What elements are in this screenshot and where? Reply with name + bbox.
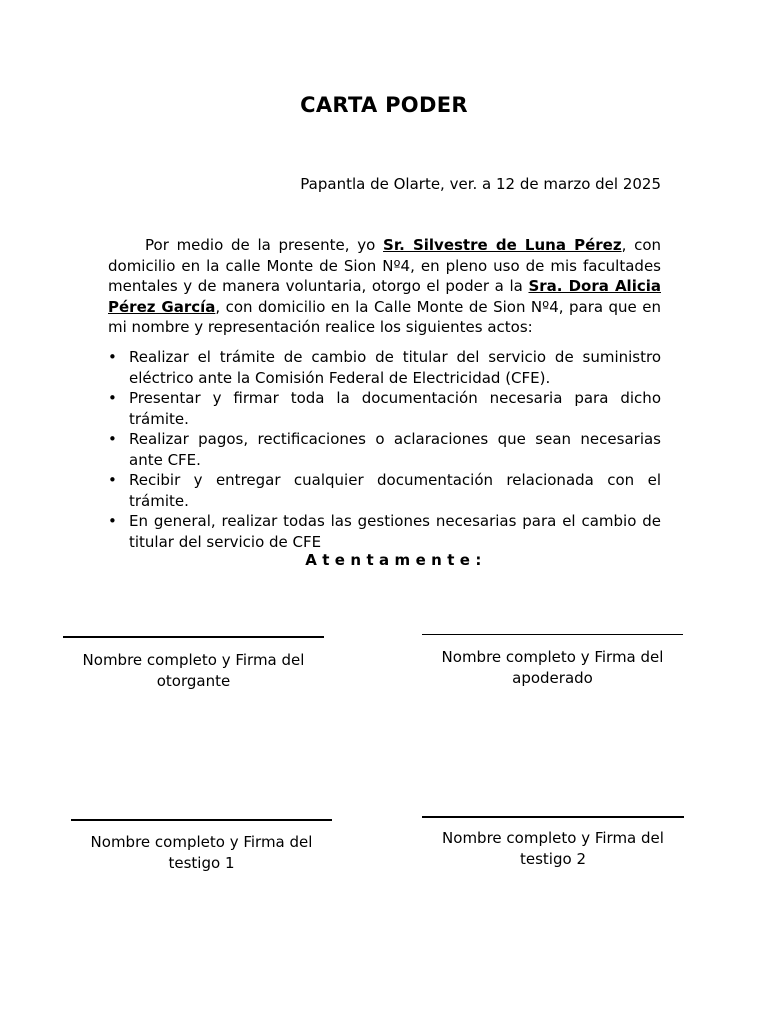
signature-label-witness2: Nombre completo y Firma del testigo 2: [442, 829, 664, 868]
document-title: CARTA PODER: [300, 93, 468, 117]
attorney-name: Sra. Dora Alicia Pérez García: [108, 277, 661, 316]
bullet-icon: •: [108, 471, 117, 489]
act-text: En general, realizar todas las gestiones necesarias para el cambio de titular del servicio de CFE: [129, 512, 661, 551]
signature-line-witness1: [71, 819, 332, 821]
list-item: [108, 511, 661, 552]
act-text: Presentar y firmar toda la documentación necesaria para dicho trámite.: [129, 389, 661, 428]
signature-line-attorney: [422, 634, 683, 635]
bullet-icon: •: [108, 348, 117, 366]
bullet-icon: •: [108, 389, 117, 407]
list-item: [108, 429, 661, 470]
body-paragraph: [108, 235, 661, 338]
bullet-icon: •: [108, 430, 117, 448]
act-text: Recibir y entregar cualquier documentación relacionada con el trámite.: [129, 471, 661, 510]
list-item: [108, 388, 661, 429]
list-item: [108, 347, 661, 388]
bullet-icon: •: [108, 512, 117, 530]
intro-text-middle: , con domicilio en la calle Monte de Sion Nº4, en pleno uso de mis facultades mentales y de manera voluntaria, otorgo el poder a la: [108, 236, 662, 295]
signature-label-grantor: Nombre completo y Firma del otorgante: [82, 651, 305, 690]
grantor-name: Sr. Silvestre de Luna Pérez: [383, 236, 622, 254]
list-item: [108, 470, 661, 511]
act-text: Realizar pagos, rectificaciones o aclaraciones que sean necesarias ante CFE.: [129, 430, 661, 469]
place-and-date: Papantla de Olarte, ver. a 12 de marzo del 2025: [300, 175, 661, 193]
closing-salutation: Atentamente:: [305, 551, 487, 569]
acts-list: [108, 347, 661, 552]
intro-text-before: Por medio de la presente, yo: [145, 236, 384, 254]
signature-label-witness1: Nombre completo y Firma del testigo 1: [90, 833, 313, 872]
act-text: Realizar el trámite de cambio de titular del servicio de suministro eléctrico ante la Comisión Federal de Electricidad (CFE).: [129, 348, 661, 387]
signature-line-grantor: [63, 636, 324, 638]
signature-line-witness2: [422, 816, 684, 818]
intro-text-after: , con domicilio en la Calle Monte de Sion Nº4, para que en mi nombre y representación realice los siguientes actos:: [108, 297, 661, 336]
signature-label-attorney: Nombre completo y Firma del apoderado: [441, 648, 664, 687]
